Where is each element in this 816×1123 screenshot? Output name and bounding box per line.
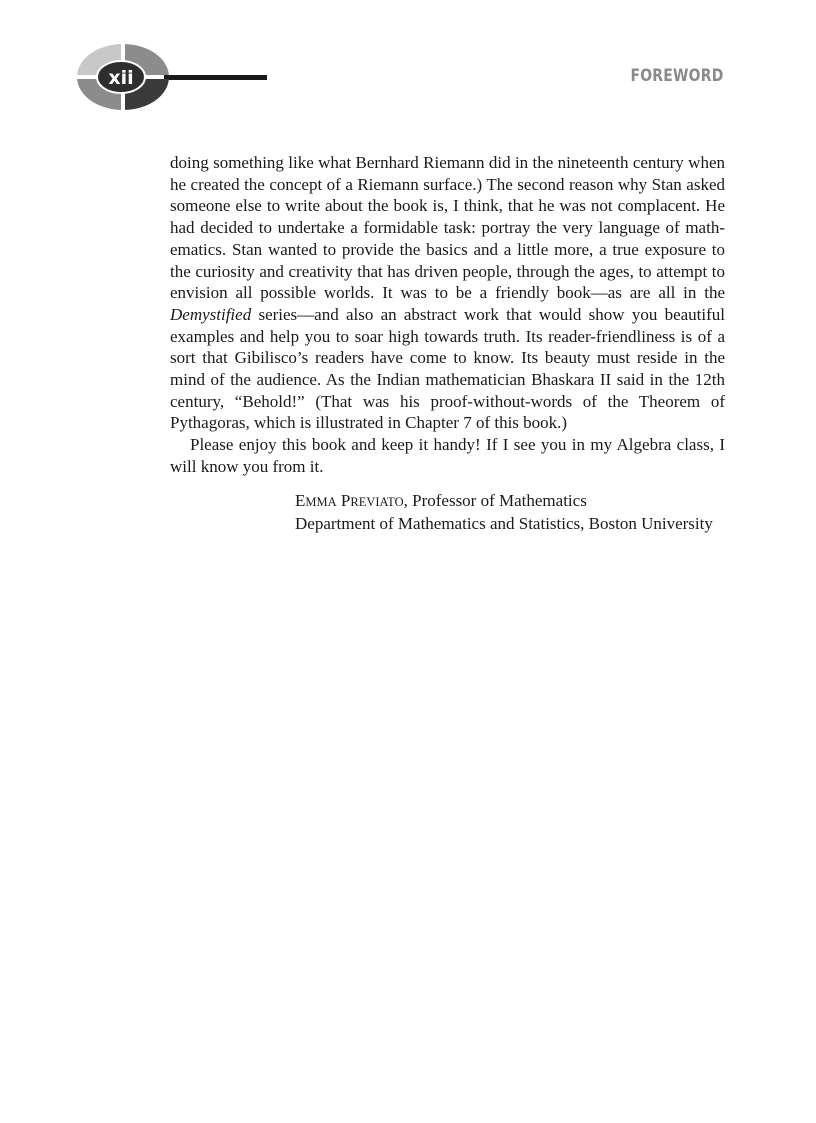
section-title: FOREWORD [630, 66, 724, 86]
signature-name: EMMA PREVIATO [295, 490, 404, 510]
signature-title: , Professor of Mathematics [403, 490, 587, 510]
foreword-body [170, 152, 725, 535]
signature-block [295, 490, 725, 535]
paragraph-1-text-a: doing something like what Bernhard Riemann did in the nineteenth century when he created the concept of a Riemann surface.) The second reason why Stan asked someone else to write about the book is, I think, that he was not complacent. He had decided to undertake a formidable task: portray the very language of mathematics. Stan wanted to provide the basics and a little more, a true exposure to the curiosity and creativity that has driven people, through the ages, to attempt to envision all possible worlds. It was to be a friendly book—as are all in the [170, 153, 725, 303]
signature-name-line [295, 490, 725, 514]
signature-affiliation: Department of Mathematics and Statistics, Boston University [295, 514, 713, 534]
page-number: xii [108, 67, 134, 89]
paragraph-2: Please enjoy this book and keep it handy! If I see you in my Algebra class, I will know you from it. [170, 435, 725, 476]
page-number-emblem [76, 40, 276, 121]
paragraph-1 [170, 152, 725, 434]
header-rule [164, 75, 267, 80]
paragraph-1-text-b: series—and also an abstract work that would show you beautiful examples and help you to soar high towards truth. Its reader-friendliness is of a sort that Gibilisco’s readers have come to know. Its beauty must reside in the mind of the audience. As the Indian mathematician Bhaskara II said in the 12th century, “Behold!” (That was his proof-without-words of the Theorem of Pythagoras, which is illustrated in Chapter 7 of this book.) [170, 304, 725, 433]
paragraph-1-italic-title: Demystified [170, 304, 252, 324]
